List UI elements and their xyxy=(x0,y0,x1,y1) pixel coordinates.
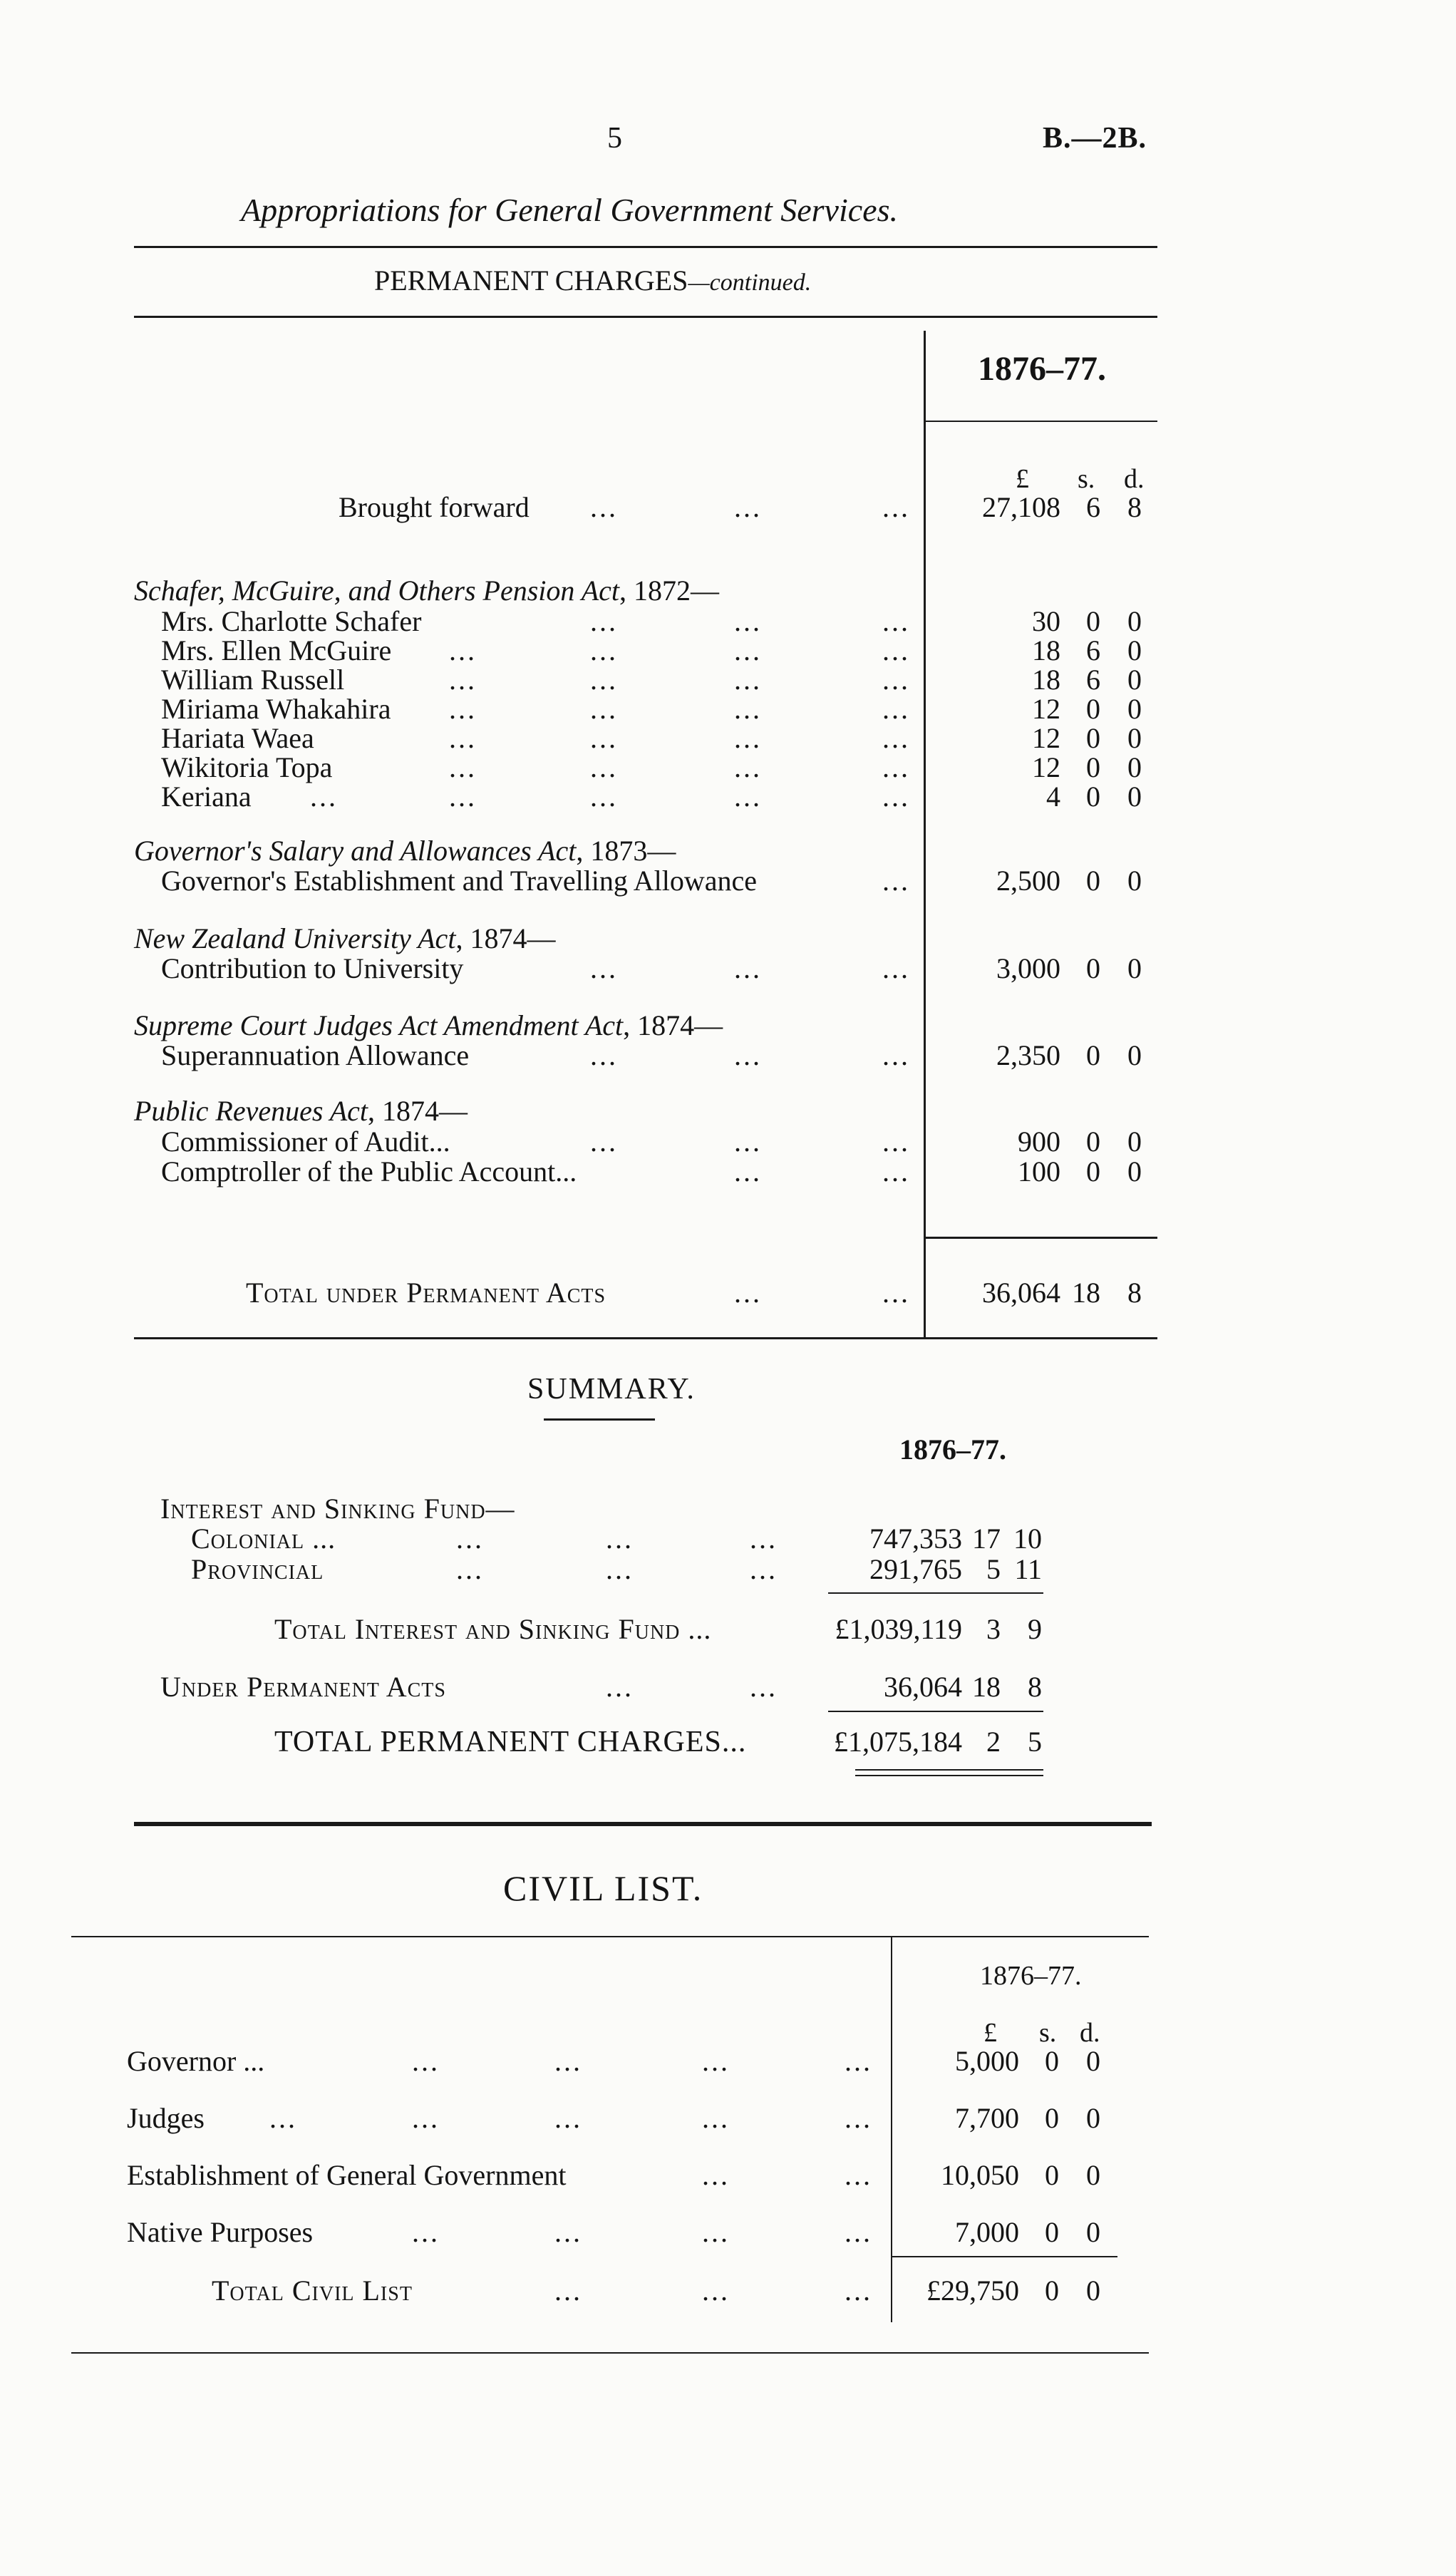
section-title-suffix: —continued. xyxy=(688,269,812,296)
total-interest-pounds: £1,039,119 xyxy=(835,1613,962,1645)
pounds-value: 12 xyxy=(1032,693,1060,725)
shillings-value: 0 xyxy=(1086,1125,1100,1158)
pence-value: 0 xyxy=(1127,693,1142,725)
total-label: Total under Permanent Acts xyxy=(246,1277,606,1309)
civil-year: 1876–77. xyxy=(980,1961,1082,1991)
leader-dots: ... xyxy=(449,693,477,725)
leader-dots: ... xyxy=(734,751,762,783)
leader-dots: ... xyxy=(882,605,910,637)
double-rule xyxy=(855,1775,1043,1776)
leader-dots: ... xyxy=(702,2216,730,2248)
leader-dots: ... xyxy=(590,605,618,637)
summary-title: SUMMARY. xyxy=(527,1373,696,1406)
act-year: , 1873— xyxy=(576,835,676,867)
leader-dots: ... xyxy=(734,780,762,813)
leader-dots: ... xyxy=(449,751,477,783)
leader-dots: ... xyxy=(845,2159,872,2191)
total-pence: 8 xyxy=(1127,1277,1142,1309)
leader-dots: ... xyxy=(412,2045,440,2077)
leader-dots: ... xyxy=(590,1039,618,1071)
shillings-value: 0 xyxy=(1086,780,1100,813)
leader-dots: ... xyxy=(882,865,910,897)
leader-dots: ... xyxy=(734,605,762,637)
shillings-value: 0 xyxy=(1086,865,1100,897)
leader-dots: ... xyxy=(734,722,762,754)
section-title-text: PERMANENT CHARGES xyxy=(374,264,688,297)
line-item-label: Contribution to University xyxy=(161,952,464,984)
leader-dots: ... xyxy=(702,2159,730,2191)
brought-forward-label: Brought forward xyxy=(339,491,530,523)
pence-value: 0 xyxy=(1127,1039,1142,1071)
leader-dots: ... xyxy=(845,2045,872,2077)
brought-forward-shillings: 6 xyxy=(1086,491,1100,523)
pounds-value: 900 xyxy=(1018,1125,1060,1158)
civil-list-title: CIVIL LIST. xyxy=(503,1868,703,1908)
act-name: Governor's Salary and Allowances Act xyxy=(134,835,577,867)
pence-value: 0 xyxy=(1127,664,1142,696)
pounds-value: 4 xyxy=(1046,780,1060,813)
leader-dots: ... xyxy=(449,634,477,666)
year-rule xyxy=(924,421,1157,422)
civil-pounds: 10,050 xyxy=(941,2159,1019,2191)
total-rule xyxy=(924,1237,1157,1239)
leader-dots: ... xyxy=(449,722,477,754)
act-heading xyxy=(134,1094,468,1128)
civil-pence: 0 xyxy=(1086,2159,1100,2191)
pounds-value: 18 xyxy=(1032,664,1060,696)
civil-pounds: 7,000 xyxy=(955,2216,1019,2248)
leader-dots: ... xyxy=(456,1553,484,1585)
civil-total-pence: 0 xyxy=(1086,2274,1100,2307)
leader-dots: ... xyxy=(590,634,618,666)
leader-dots: ... xyxy=(882,1125,910,1158)
under-permanent-label: Under Permanent Acts xyxy=(160,1671,446,1703)
provincial-pence: 11 xyxy=(1014,1553,1042,1585)
leader-dots: ... xyxy=(845,2274,872,2307)
total-permanent-pounds: £1,075,184 xyxy=(834,1726,962,1758)
pounds-value: 18 xyxy=(1032,634,1060,666)
leader-dots: ... xyxy=(882,751,910,783)
line-item-label: Mrs. Ellen McGuire xyxy=(161,634,392,666)
shillings-value: 0 xyxy=(1086,693,1100,725)
page-title: Appropriations for General Government Services. xyxy=(241,192,898,228)
pounds-column-label: £ xyxy=(1016,464,1029,494)
pence-value: 0 xyxy=(1127,605,1142,637)
pence-value: 0 xyxy=(1127,722,1142,754)
leader-dots: ... xyxy=(702,2045,730,2077)
leader-dots: ... xyxy=(554,2274,582,2307)
act-heading xyxy=(134,1009,723,1042)
page-number: 5 xyxy=(607,122,622,155)
civil-total-shillings: 0 xyxy=(1045,2274,1059,2307)
leader-dots: ... xyxy=(590,664,618,696)
civil-item-label: Native Purposes xyxy=(127,2216,314,2248)
leader-dots: ... xyxy=(590,751,618,783)
civil-total-pounds: £29,750 xyxy=(926,2274,1019,2307)
pounds-value: 100 xyxy=(1018,1155,1060,1187)
pence-value: 0 xyxy=(1127,751,1142,783)
leader-dots: ... xyxy=(412,2216,440,2248)
divider xyxy=(71,1936,1149,1937)
shillings-value: 0 xyxy=(1086,751,1100,783)
colonial-shillings: 17 xyxy=(972,1523,1001,1555)
pounds-value: 30 xyxy=(1032,605,1060,637)
leader-dots: ... xyxy=(606,1553,634,1585)
thick-divider xyxy=(134,1822,1152,1826)
leader-dots: ... xyxy=(882,952,910,984)
leader-dots: ... xyxy=(590,780,618,813)
shillings-value: 0 xyxy=(1086,952,1100,984)
line-item-label: Governor's Establishment and Travelling Allowance xyxy=(161,865,757,897)
leader-dots: ... xyxy=(734,952,762,984)
leader-dots: ... xyxy=(882,1039,910,1071)
total-interest-pence: 9 xyxy=(1028,1613,1042,1645)
line-item-label: Commissioner of Audit... xyxy=(161,1125,450,1158)
leader-dots: ... xyxy=(882,634,910,666)
total-interest-label: Total Interest and Sinking Fund ... xyxy=(274,1613,712,1645)
civil-shillings: 0 xyxy=(1045,2102,1059,2134)
leader-dots: ... xyxy=(734,1155,762,1187)
pence-column-label: d. xyxy=(1124,464,1145,494)
pence-value: 0 xyxy=(1127,780,1142,813)
line-item-label: Mrs. Charlotte Schafer xyxy=(161,605,422,637)
act-heading xyxy=(134,834,676,867)
leader-dots: ... xyxy=(882,491,910,523)
shillings-value: 0 xyxy=(1086,722,1100,754)
leader-dots: ... xyxy=(845,2216,872,2248)
line-item-label: Superannuation Allowance xyxy=(161,1039,470,1071)
summary-title-rule xyxy=(544,1418,655,1421)
total-permanent-shillings: 2 xyxy=(986,1726,1001,1758)
pence-value: 0 xyxy=(1127,1125,1142,1158)
act-year: , 1874— xyxy=(623,1009,723,1041)
shillings-value: 0 xyxy=(1086,1155,1100,1187)
leader-dots: ... xyxy=(702,2274,730,2307)
civil-pence: 0 xyxy=(1086,2045,1100,2077)
line-item-label: Miriama Whakahira xyxy=(161,693,391,725)
civil-shillings: 0 xyxy=(1045,2045,1059,2077)
leader-dots: ... xyxy=(882,1155,910,1187)
leader-dots: ... xyxy=(554,2045,582,2077)
civil-shillings: 0 xyxy=(1045,2216,1059,2248)
document-reference: B.—2B. xyxy=(1043,122,1147,155)
act-name: Public Revenues Act xyxy=(134,1095,368,1127)
shillings-column-label: s. xyxy=(1078,464,1095,494)
total-pounds: 36,064 xyxy=(982,1277,1060,1309)
act-year: , 1874— xyxy=(368,1095,468,1127)
divider xyxy=(71,2352,1149,2354)
leader-dots: ... xyxy=(590,693,618,725)
subtotal-rule xyxy=(828,1711,1043,1712)
leader-dots: ... xyxy=(702,2102,730,2134)
leader-dots: ... xyxy=(750,1523,778,1555)
provincial-label: Provincial xyxy=(191,1553,324,1585)
leader-dots: ... xyxy=(606,1671,634,1703)
leader-dots: ... xyxy=(449,664,477,696)
leader-dots: ... xyxy=(734,1125,762,1158)
pounds-column-label: £ xyxy=(983,2018,997,2048)
section-title xyxy=(374,264,811,297)
pounds-value: 2,350 xyxy=(996,1039,1060,1071)
leader-dots: ... xyxy=(734,1277,762,1309)
summary-year: 1876–77. xyxy=(899,1433,1006,1465)
act-heading xyxy=(134,922,555,955)
provincial-shillings: 5 xyxy=(986,1553,1001,1585)
line-item-label: William Russell xyxy=(161,664,345,696)
leader-dots: ... xyxy=(734,491,762,523)
divider xyxy=(134,246,1157,248)
total-permanent-pence: 5 xyxy=(1028,1726,1042,1758)
leader-dots: ... xyxy=(734,634,762,666)
civil-item-label: Establishment of General Government xyxy=(127,2159,567,2191)
line-item-label: Keriana xyxy=(161,780,252,813)
divider xyxy=(134,316,1157,318)
leader-dots: ... xyxy=(734,664,762,696)
civil-item-label: Governor ... xyxy=(127,2045,265,2077)
leader-dots: ... xyxy=(554,2102,582,2134)
under-permanent-pounds: 36,064 xyxy=(884,1671,962,1703)
leader-dots: ... xyxy=(734,693,762,725)
leader-dots: ... xyxy=(310,780,338,813)
double-rule xyxy=(855,1769,1043,1771)
leader-dots: ... xyxy=(449,780,477,813)
provincial-pounds: 291,765 xyxy=(869,1553,962,1585)
interest-heading: Interest and Sinking Fund— xyxy=(160,1493,515,1525)
leader-dots: ... xyxy=(734,1039,762,1071)
colonial-pounds: 747,353 xyxy=(869,1523,962,1555)
total-permanent-label: TOTAL PERMANENT CHARGES... xyxy=(274,1726,747,1758)
colonial-label: Colonial ... xyxy=(191,1523,336,1555)
shillings-value: 6 xyxy=(1086,664,1100,696)
civil-total-label: Total Civil List xyxy=(212,2274,413,2307)
leader-dots: ... xyxy=(845,2102,872,2134)
leader-dots: ... xyxy=(750,1671,778,1703)
leader-dots: ... xyxy=(882,664,910,696)
pounds-value: 12 xyxy=(1032,722,1060,754)
civil-pounds: 5,000 xyxy=(955,2045,1019,2077)
amount-column-rule xyxy=(924,331,926,1337)
civil-shillings: 0 xyxy=(1045,2159,1059,2191)
leader-dots: ... xyxy=(269,2102,297,2134)
pence-column-label: d. xyxy=(1080,2018,1100,2048)
total-shillings: 18 xyxy=(1072,1277,1100,1309)
shillings-value: 0 xyxy=(1086,1039,1100,1071)
leader-dots: ... xyxy=(882,693,910,725)
brought-forward-pence: 8 xyxy=(1127,491,1142,523)
leader-dots: ... xyxy=(882,1277,910,1309)
line-item-label: Comptroller of the Public Account... xyxy=(161,1155,577,1187)
act-name: Schafer, McGuire, and Others Pension Act xyxy=(134,575,619,607)
shillings-value: 0 xyxy=(1086,605,1100,637)
pounds-value: 12 xyxy=(1032,751,1060,783)
act-year: , 1872— xyxy=(619,575,719,607)
leader-dots: ... xyxy=(590,1125,618,1158)
leader-dots: ... xyxy=(590,491,618,523)
pounds-value: 2,500 xyxy=(996,865,1060,897)
brought-forward-pounds: 27,108 xyxy=(982,491,1060,523)
leader-dots: ... xyxy=(554,2216,582,2248)
under-permanent-pence: 8 xyxy=(1028,1671,1042,1703)
leader-dots: ... xyxy=(882,722,910,754)
leader-dots: ... xyxy=(412,2102,440,2134)
under-permanent-shillings: 18 xyxy=(972,1671,1001,1703)
act-year: , 1874— xyxy=(455,922,556,954)
pence-value: 0 xyxy=(1127,865,1142,897)
civil-item-label: Judges xyxy=(127,2102,205,2134)
civil-column-rule xyxy=(891,1937,892,2322)
civil-pence: 0 xyxy=(1086,2102,1100,2134)
pence-value: 0 xyxy=(1127,1155,1142,1187)
pence-value: 0 xyxy=(1127,634,1142,666)
total-rule xyxy=(892,2256,1117,2257)
act-name: New Zealand University Act xyxy=(134,922,456,954)
shillings-value: 6 xyxy=(1086,634,1100,666)
act-heading xyxy=(134,574,719,607)
divider xyxy=(134,1337,1157,1339)
colonial-pence: 10 xyxy=(1013,1523,1042,1555)
leader-dots: ... xyxy=(750,1553,778,1585)
act-name: Supreme Court Judges Act Amendment Act xyxy=(134,1009,624,1041)
line-item-label: Wikitoria Topa xyxy=(161,751,333,783)
total-interest-shillings: 3 xyxy=(986,1613,1001,1645)
leader-dots: ... xyxy=(590,722,618,754)
leader-dots: ... xyxy=(606,1523,634,1555)
leader-dots: ... xyxy=(590,952,618,984)
line-item-label: Hariata Waea xyxy=(161,722,314,754)
pence-value: 0 xyxy=(1127,952,1142,984)
leader-dots: ... xyxy=(456,1523,484,1555)
leader-dots: ... xyxy=(882,780,910,813)
year-heading: 1876–77. xyxy=(978,350,1106,388)
shillings-column-label: s. xyxy=(1039,2018,1057,2048)
civil-pounds: 7,700 xyxy=(955,2102,1019,2134)
civil-pence: 0 xyxy=(1086,2216,1100,2248)
pounds-value: 3,000 xyxy=(996,952,1060,984)
subtotal-rule xyxy=(828,1592,1043,1594)
